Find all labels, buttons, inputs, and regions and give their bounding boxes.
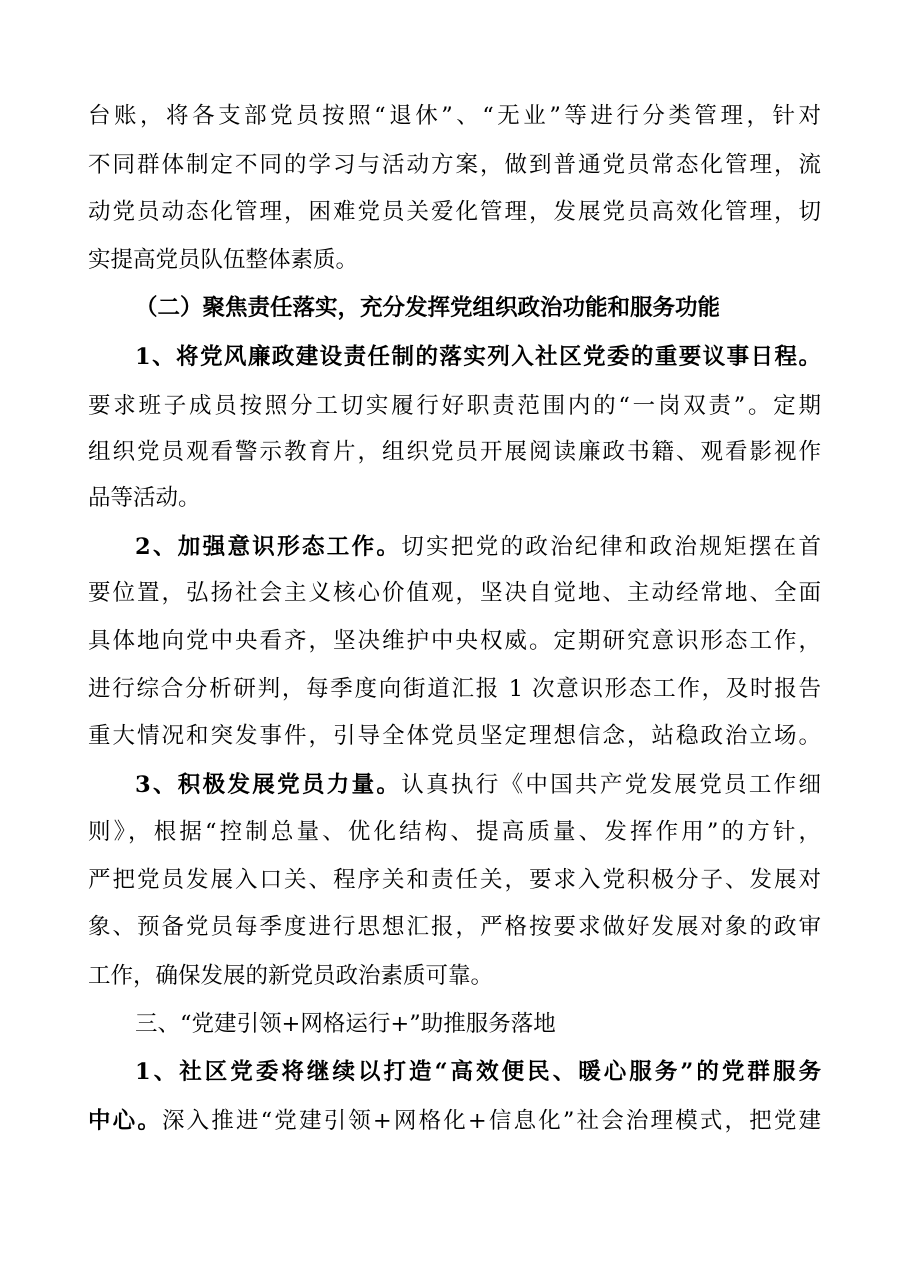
paragraph-line: 品等活动。: [88, 485, 201, 511]
paragraph-line: 要位置，弘扬社会主义核心价值观，坚决自觉地、主动经常地、全面: [88, 580, 821, 606]
item-first-line: [135, 765, 821, 805]
paragraph-line: 进行综合分析研判，每季度向街道汇报 1 次意识形态工作，及时报告: [88, 676, 821, 702]
item-first-rest: 认真执行《中国共产党发展党员工作细: [401, 772, 821, 798]
paragraph-line: 重大情况和突发事件，引导全体党员坚定理想信念，站稳政治立场。: [88, 723, 821, 749]
item-lead: 3、积极发展党员力量。: [135, 772, 402, 798]
item-lead-continued: 中心。: [88, 1108, 162, 1134]
item-first-line: [135, 527, 821, 567]
section-subheading: （二）聚焦责任落实，充分发挥党组织政治功能和服务功能: [135, 295, 721, 321]
paragraph-line: 台账，将各支部党员按照“退休”、“无业”等进行分类管理，针对: [88, 103, 821, 129]
item-first-rest: 切实把党的政治纪律和政治规矩摆在首: [401, 534, 821, 560]
item-lead: 1、将党风廉政建设责任制的落实列入社区党委的重要议事日程。: [135, 344, 821, 370]
paragraph-line: 不同群体制定不同的学习与活动方案，做到普通党员常态化管理，流: [88, 152, 821, 178]
item-second-rest: 深入推进“党建引领+网格化+信息化”社会治理模式，把党建: [161, 1108, 821, 1134]
paragraph-line: 象、预备党员每季度进行思想汇报，严格按要求做好发展对象的政审: [88, 914, 821, 940]
item-lead: 2、加强意识形态工作。: [135, 534, 402, 560]
paragraph-line: 要求班子成员按照分工切实履行好职责范围内的“一岗双责”。定期: [88, 393, 821, 419]
paragraph-line: 具体地向党中央看齐，坚决维护中央权威。定期研究意识形态工作，: [88, 628, 821, 654]
paragraph-line: 动党员动态化管理，困难党员关爱化管理，发展党员高效化管理，切: [88, 199, 821, 225]
item-lead: 1、社区党委将继续以打造“高效便民、暖心服务”的党群服务: [135, 1059, 821, 1085]
paragraph-line: 则》，根据“控制总量、优化结构、提高质量、发挥作用”的方针，: [88, 819, 821, 845]
paragraph-line: 组织党员观看警示教育片，组织党员开展阅读廉政书籍、观看影视作: [88, 439, 821, 465]
paragraph-line: 实提高党员队伍整体素质。: [88, 247, 359, 273]
section-heading: 三、“党建引领+网格运行+”助推服务落地: [135, 1011, 556, 1037]
paragraph-line: 工作，确保发展的新党员政治素质可靠。: [88, 963, 494, 989]
paragraph-line: 严把党员发展入口关、程序关和责任关，要求入党积极分子、发展对: [88, 867, 821, 893]
item-second-line: [88, 1101, 821, 1141]
